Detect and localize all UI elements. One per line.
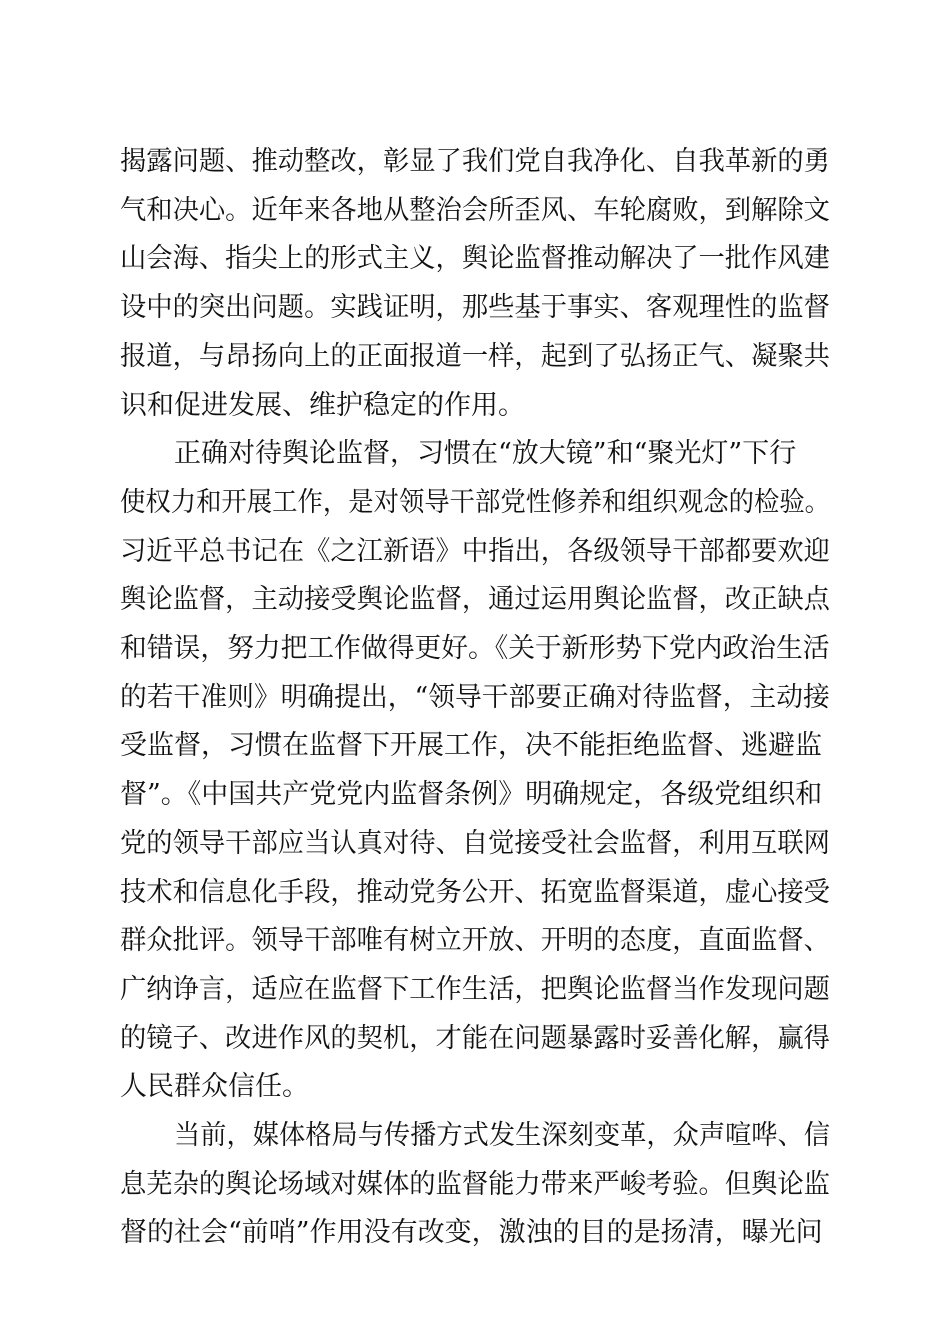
paragraph-first-line: 正确对待舆论监督，习惯在“放大镜”和“聚光灯”下行 — [174, 438, 797, 469]
text-line: 技术和信息化手段，推动党务公开、拓宽监督渠道，虚心接受 — [120, 877, 830, 908]
text-line: 山会海、指尖上的形式主义，舆论监督推动解决了一批作风建 — [120, 243, 830, 274]
text-line: 舆论监督，主动接受舆论监督，通过运用舆论监督，改正缺点 — [120, 584, 830, 615]
paragraph-first-line: 当前，媒体格局与传播方式发生深刻变革，众声喧哗、信 — [174, 1120, 831, 1151]
text-line: 督”。《中国共产党党内监督条例》明确规定，各级党组织和 — [120, 779, 823, 810]
text-line: 揭露问题、推动整改，彰显了我们党自我净化、自我革新的勇 — [120, 146, 830, 177]
text-line: 设中的突出问题。实践证明，那些基于事实、客观理性的监督 — [120, 292, 830, 323]
text-line: 受监督，习惯在监督下开展工作，决不能拒绝监督、逃避监 — [120, 730, 822, 761]
text-line: 报道，与昂扬向上的正面报道一样，起到了弘扬正气、凝聚共 — [120, 341, 830, 372]
text-line: 习近平总书记在《之江新语》中指出，各级领导干部都要欢迎 — [120, 536, 830, 567]
text-line: 的若干准则》明确提出，“领导干部要正确对待监督，主动接 — [120, 682, 830, 713]
text-line: 人民群众信任。 — [120, 1071, 309, 1102]
text-line: 广纳诤言，适应在监督下工作生活，把舆论监督当作发现问题 — [120, 974, 830, 1005]
text-line: 群众批评。领导干部唯有树立开放、开明的态度，直面监督、 — [120, 925, 830, 956]
text-line: 和错误，努力把工作做得更好。《关于新形势下党内政治生活 — [120, 633, 830, 664]
text-line: 党的领导干部应当认真对待、自觉接受社会监督，利用互联网 — [120, 828, 830, 859]
text-line: 使权力和开展工作，是对领导干部党性修养和组织观念的检验。 — [120, 487, 831, 518]
text-line: 督的社会“前哨”作用没有改变，激浊的目的是扬清，曝光问 — [120, 1217, 823, 1248]
text-line: 识和促进发展、维护稳定的作用。 — [120, 390, 525, 421]
text-line: 的镜子、改进作风的契机，才能在问题暴露时妥善化解，赢得 — [120, 1023, 830, 1054]
text-line: 息芜杂的舆论场域对媒体的监督能力带来严峻考验。但舆论监 — [120, 1169, 830, 1200]
text-line: 气和决心。近年来各地从整治会所歪风、车轮腐败，到解除文 — [120, 195, 830, 226]
